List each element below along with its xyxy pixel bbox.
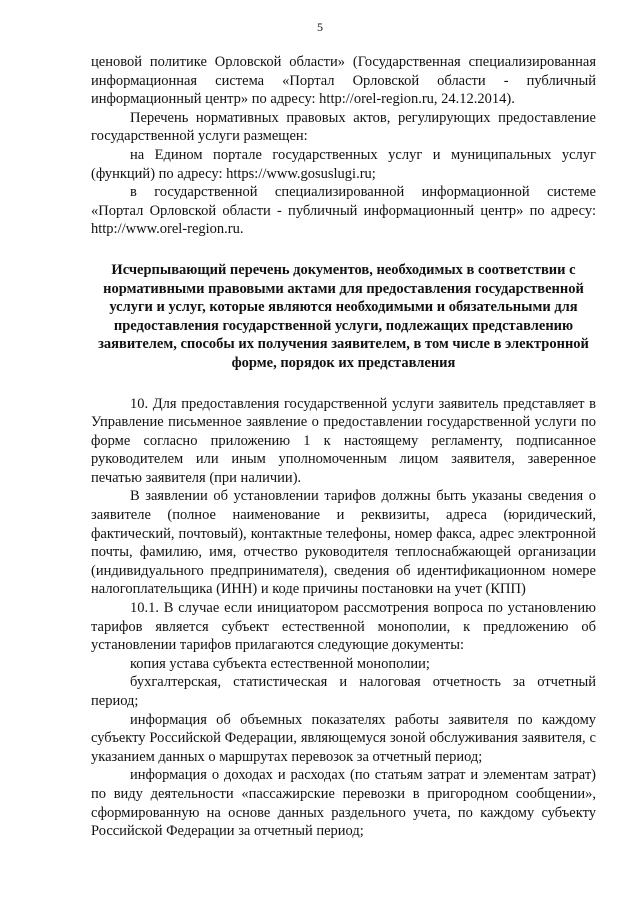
page-number: 5 — [317, 20, 323, 34]
list-item-charter-copy: копия устава субъекта естественной монополии; — [130, 655, 430, 672]
intro-paragraph-gosuslugi: на Едином портале государственных услуг и муниципальных услуг (функций) по адресу: https://www.gosuslugi.ru; — [91, 146, 596, 182]
document-body — [91, 53, 596, 841]
paragraph-application-details: В заявлении об установлении тарифов должны быть указаны сведения о заявителе (полное наименование и реквизиты, адреса (юридический, фактический, почтовый), контактные телефоны, номер факса, адрес электронной почты, фамилию, имя, отчество руководителя теплоснабжающей организации (индивидуального предпринимателя), сведения об идентификационном номере налогоплательщика (ИНН) и коде причины постановки на учет (КПП) — [91, 488, 596, 598]
list-item-accounting-reports: бухгалтерская, статистическая и налоговая отчетность за отчетный период; — [91, 674, 596, 709]
paragraph-10-1: 10.1. В случае если инициатором рассмотрения вопроса по установлению тарифов является субъект естественной монополии, к предложению об установлении тарифов прилагаются следующие документы: — [91, 600, 596, 654]
list-item-volume-indicators: информация об объемных показателях работы заявителя по каждому субъекту Российской Федерации, являющемуся зоной обслуживания заявителя, с указанием данных о маршрутах перевозок за отчетный период; — [91, 711, 596, 765]
paragraph-10: 10. Для предоставления государственной услуги заявитель представляет в Управление письменное заявление о предоставлении государственной услуги по форме согласно приложению 1 к настоящему регламенту, подписанное руководителем или иным уполномоченным лицом заявителя, заверенное печатью заявителя (при наличии). — [91, 395, 596, 486]
list-item-income-expenses: информация о доходах и расходах (по статьям затрат и элементам затрат) по виду деятельности «пассажирские перевозки в пригородном сообщении», сформированную на основе данных раздельного учета, по каждому субъекту Российской Федерации за отчетный период; — [91, 767, 596, 840]
intro-paragraph-continuation: ценовой политике Орловской области» (Государственная специализированная информационная система «Портал Орловской области - публичный информационный центр» по адресу: http://orel-region.ru, 24.12.2014). — [91, 54, 596, 108]
intro-paragraph-regulations: Перечень нормативных правовых актов, регулирующих предоставление государственной услуги размещен: — [91, 109, 596, 145]
section-heading: Исчерпывающий перечень документов, необходимых в соответствии с нормативными правовыми актами для предоставления государственной услуги и услуг, которые являются необходимыми и обязательными для предоставления государственной услуги, подлежащих представлению заявителем, способы их получения заявителем, в том числе в электронной форме, порядок их представления — [98, 261, 589, 371]
intro-paragraph-orel-portal: в государственной специализированной информационной системе «Портал Орловской области - публичный информационный центр» по адресу: http://www.orel-region.ru. — [91, 184, 596, 238]
